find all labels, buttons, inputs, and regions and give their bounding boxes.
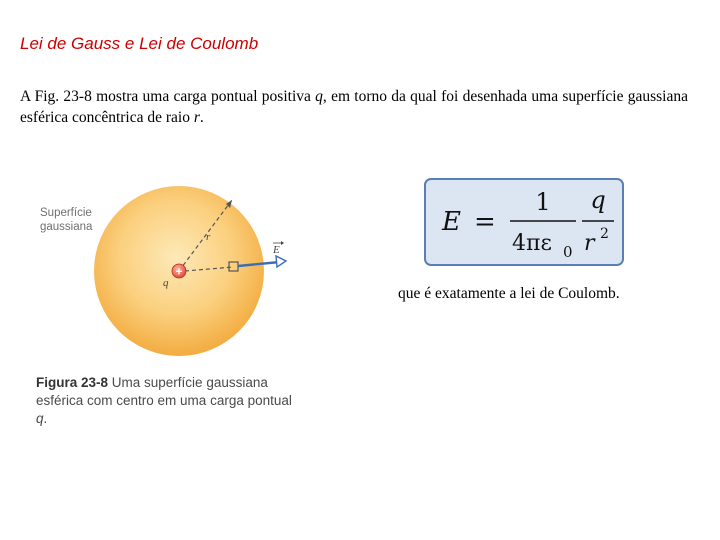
- charge-label: q: [163, 277, 169, 289]
- equation-equals: =: [474, 207, 496, 237]
- epsilon-subscript: 0: [563, 243, 573, 261]
- fraction2-denominator: r: [584, 231, 595, 256]
- charge-plus-sign: +: [175, 264, 183, 279]
- figure-caption: [36, 374, 306, 428]
- charge-symbol: q: [315, 88, 323, 105]
- caption-charge-symbol: q: [36, 411, 44, 426]
- coulomb-equation-box: [424, 178, 624, 266]
- caption-figure-number: Figura 23-8: [36, 375, 109, 390]
- caption-end: .: [43, 411, 48, 426]
- sphere-diagram: [30, 170, 320, 370]
- coulomb-equation: [426, 180, 622, 264]
- fraction1-numerator: 1: [535, 188, 551, 216]
- gaussian-sphere-figure: [30, 170, 320, 440]
- paragraph-text-2: , em torno da qual foi desenhada uma superfície gaussiana esférica concêntrica de raio: [20, 88, 688, 126]
- field-label: E: [273, 244, 280, 256]
- field-vector-arrowhead: [276, 256, 286, 267]
- caption-text: Uma superfície gaussiana esférica com centro em uma carga pontual: [36, 375, 292, 408]
- radius-label: r: [206, 231, 211, 243]
- intro-paragraph: [20, 86, 688, 128]
- r-squared-exponent: 2: [600, 226, 609, 242]
- paragraph-text-3: .: [199, 109, 204, 126]
- gaussian-surface-label: Superfície gaussiana: [40, 207, 93, 233]
- fraction2-numerator: q: [590, 186, 606, 214]
- slide-title: Lei de Gauss e Lei de Coulomb: [20, 34, 259, 53]
- equation-lhs: E: [442, 207, 461, 237]
- fraction1-denominator: 4πε: [512, 231, 552, 256]
- radius-symbol: r: [193, 109, 200, 126]
- field-label-vector-tip: [281, 241, 284, 245]
- conclusion-text: que é exatamente a lei de Coulomb.: [398, 285, 620, 302]
- paragraph-text-1: A Fig. 23-8 mostra uma carga pontual positiva: [20, 88, 316, 105]
